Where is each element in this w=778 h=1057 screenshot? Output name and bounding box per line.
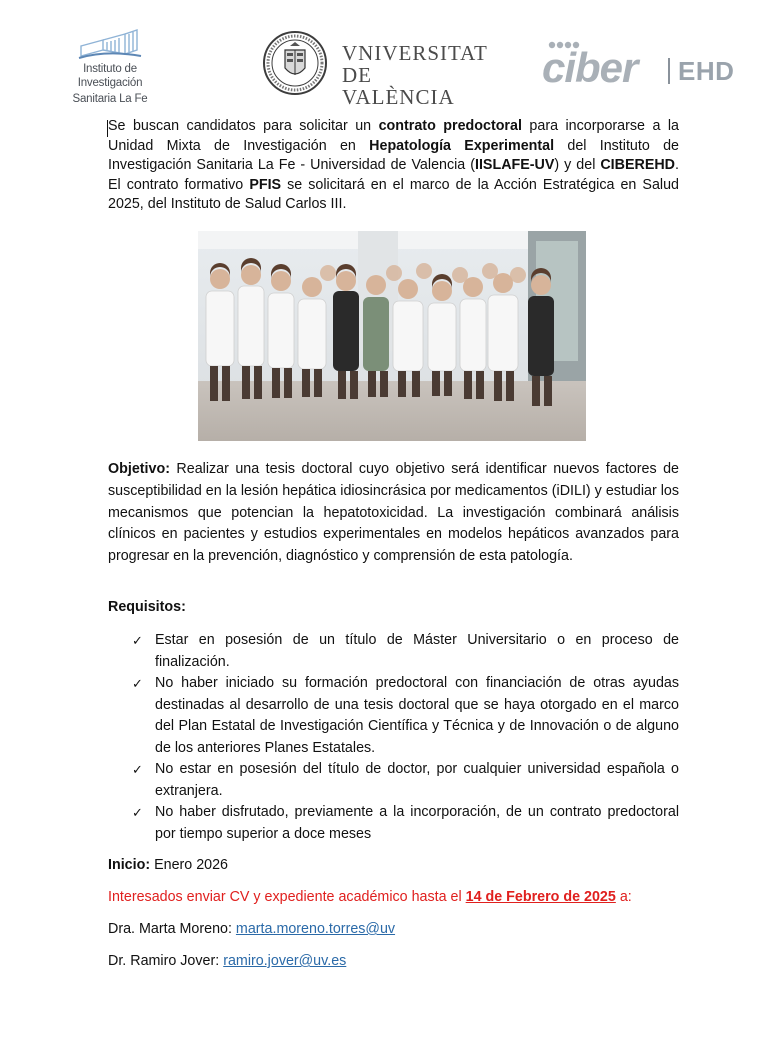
objective-paragraph xyxy=(108,459,679,568)
email-link-moreno[interactable]: marta.moreno.torres@uv xyxy=(235,921,396,937)
objective-label: Objetivo: xyxy=(108,461,170,477)
contact-name: Dr. Ramiro Jover: xyxy=(108,953,224,969)
contact-jover xyxy=(108,953,679,969)
ciberehd-acronym: CIBEREHD xyxy=(600,157,676,173)
deadline-date: 14 de Febrero de 2025 xyxy=(465,889,616,905)
iis-name-line1: Instituto de Investigación xyxy=(77,63,143,89)
contract-type: contrato predoctoral xyxy=(378,118,522,134)
requirements-list xyxy=(130,630,679,845)
checkmark-icon: ✓ xyxy=(132,805,143,820)
list-item: ✓ Estar en posesión de un título de Máster Universitario o en proceso de finalización. xyxy=(132,632,679,670)
checkmark-icon: ✓ xyxy=(132,633,143,648)
contact-name: Dra. Marta Moreno: xyxy=(108,921,236,937)
unit-name: Hepatología Experimental xyxy=(369,137,555,154)
checkmark-icon: ✓ xyxy=(132,676,143,691)
requirements-title: Requisitos: xyxy=(108,599,186,615)
pfis-label: PFIS xyxy=(249,176,282,193)
ciber-ehd-label: EHD xyxy=(678,56,735,86)
building-icon xyxy=(77,28,143,60)
application-deadline: Interesados enviar CV y expediente académico hasta el 14 de Febrero de 2025 a: xyxy=(108,889,632,905)
objective-text: Realizar una tesis doctoral cuyo objetivo será identificar nuevos factores de susceptibilidad en la lesión hepática idiosincrásica por medicamentos (iDILI) y estudiar los mecanismos que potencian la hepatotoxicidad. La investigación combinará análisis clínicos en pacientes y estudios experimentales en modelos hepáticos avanzados para progresar en la prevención, diagnóstico y comprensión de esta patología. xyxy=(108,461,679,565)
iis-name-line2: Sanitaria La Fe xyxy=(72,93,148,105)
start-value: Enero 2026 xyxy=(150,857,229,873)
list-item: ✓ No haber iniciado su formación predoctoral con financiación de otras ayudas destinadas al desarrollo de una tesis doctoral que se haya otorgado en el marco del Plan Estatal de Investigación Científica y Técnica y de Innovación o de alguno de los anteriores Planes Estatales. xyxy=(132,675,679,756)
uv-logo xyxy=(262,30,488,109)
start-label: Inicio: xyxy=(108,857,151,873)
team-photo xyxy=(198,231,586,441)
list-item: ✓ No estar en posesión del título de doctor, por cualquier universidad española o extranjera. xyxy=(132,761,679,799)
ciberehd-logo xyxy=(540,38,770,98)
institute-acronym: IISLAFE-UV xyxy=(474,157,555,173)
checkmark-icon: ✓ xyxy=(132,762,143,777)
university-seal-icon xyxy=(262,30,328,96)
ciber-wordmark: ciber xyxy=(542,44,638,91)
contact-moreno xyxy=(108,921,679,937)
email-link-jover[interactable]: ramiro.jover@uv.es xyxy=(223,953,347,969)
ciber-divider xyxy=(668,58,670,84)
start-date xyxy=(108,857,679,873)
list-item: ✓ No haber disfrutado, previamente a la incorporación, de un contrato predoctoral por tiempo superior a doce meses xyxy=(132,804,679,842)
uv-name-line2: DE VALÈNCIA xyxy=(342,63,455,109)
intro-paragraph: Se buscan candidatos para solicitar un contrato predoctoral para incorporarse a la Unidad Mixta de Investigación en Hepatología Experimental del Instituto de Investigación Sanitaria La Fe - Universidad de Valencia (IISLAFE-UV) y del CIBEREHD. El contrato formativo PFIS se solicitará en el marco de la Acción Estratégica en Salud 2025, del Instituto de Salud Carlos III. xyxy=(108,118,680,212)
header xyxy=(0,0,778,110)
uv-name-line1: VNIVERSITAT xyxy=(342,41,488,65)
iis-lafe-logo xyxy=(50,28,170,105)
